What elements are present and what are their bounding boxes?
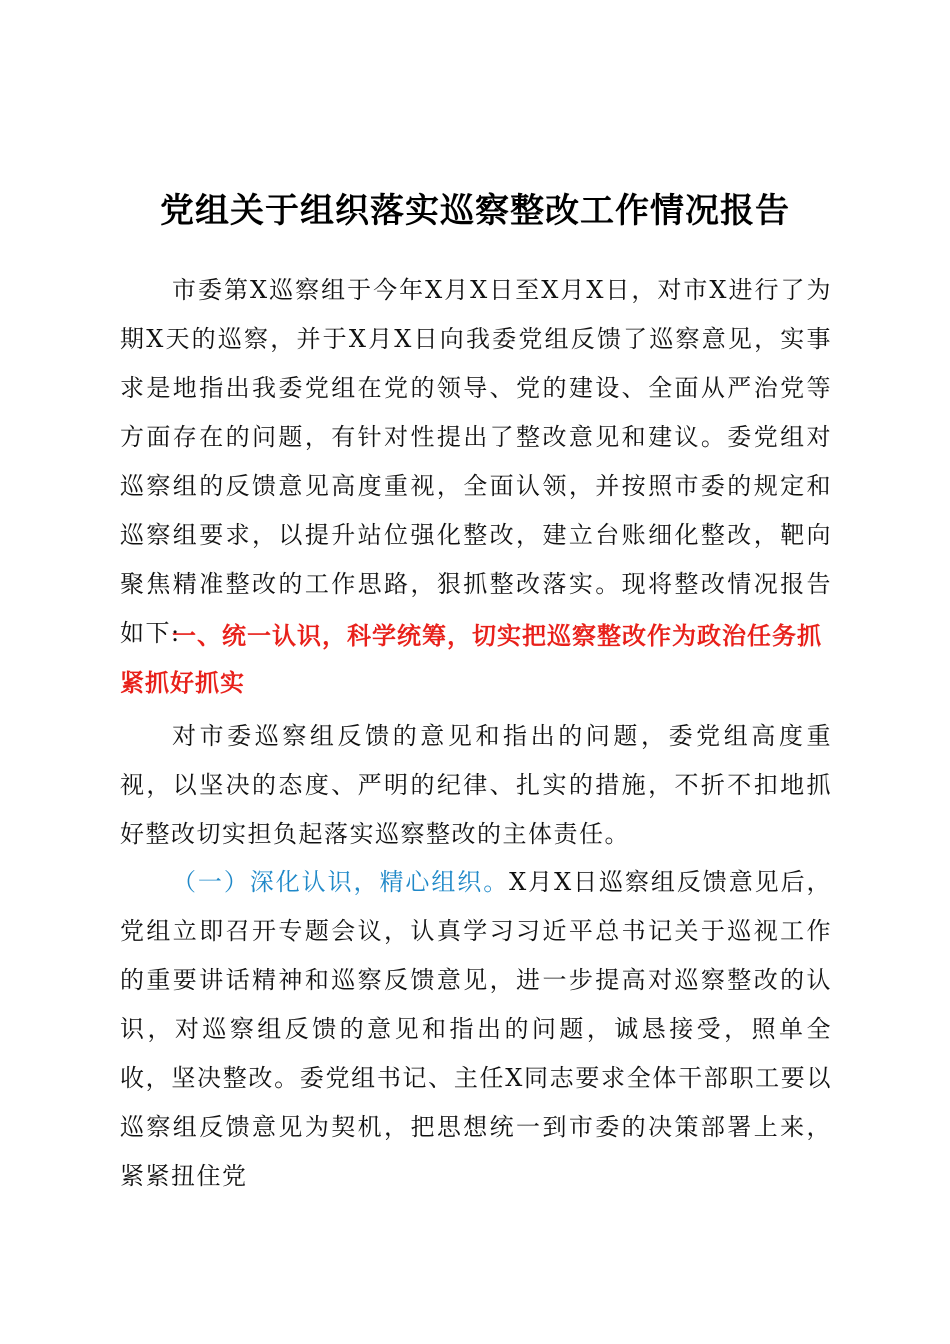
subsection-heading-1: （一）深化认识，精心组织。 xyxy=(172,868,510,896)
document-title: 党组关于组织落实巡察整改工作情况报告 xyxy=(160,191,790,231)
paragraph-intro: 市委第X巡察组于今年X月X日至X月X日，对市X进行了为期X天的巡察，并于X月X日向我委党组反馈了巡察意见，实事求是地指出我委党组在党的领导、党的建设、全面从严治党等方面存在的问题，有针对性提出了整改意见和建议。委党组对巡察组的反馈意见高度重视，全面认领，并按照市委的规定和巡察组要求，以提升站位强化整改，建立台账细化整改，靶向聚焦精准整改的工作思路，狠抓整改落实。现将整改情况报告如下: xyxy=(120,276,832,647)
paragraph-section-1: 对市委巡察组反馈的意见和指出的问题，委党组高度重视，以坚决的态度、严明的纪律、扎实的措施，不折不扣地抓好整改切实担负起落实巡察整改的主体责任。 xyxy=(120,722,832,848)
section-heading-1: 一、统一认识，科学统筹，切实把巡察整改作为政治任务抓紧抓好抓实 xyxy=(120,622,822,697)
paragraph-subsection-1 xyxy=(120,858,832,1201)
subsection-text-1: X月X日巡察组反馈意见后，党组立即召开专题会议，认真学习习近平总书记关于巡视工作的重要讲话精神和巡察反馈意见，进一步提高对巡察整改的认识，对巡察组反馈的意见和指出的问题，诚恳接受，照单全收，坚决整改。委党组书记、主任X同志要求全体干部职工要以巡察组反馈意见为契机，把思想统一到市委的决策部署上来，紧紧扭住党 xyxy=(120,868,833,1190)
